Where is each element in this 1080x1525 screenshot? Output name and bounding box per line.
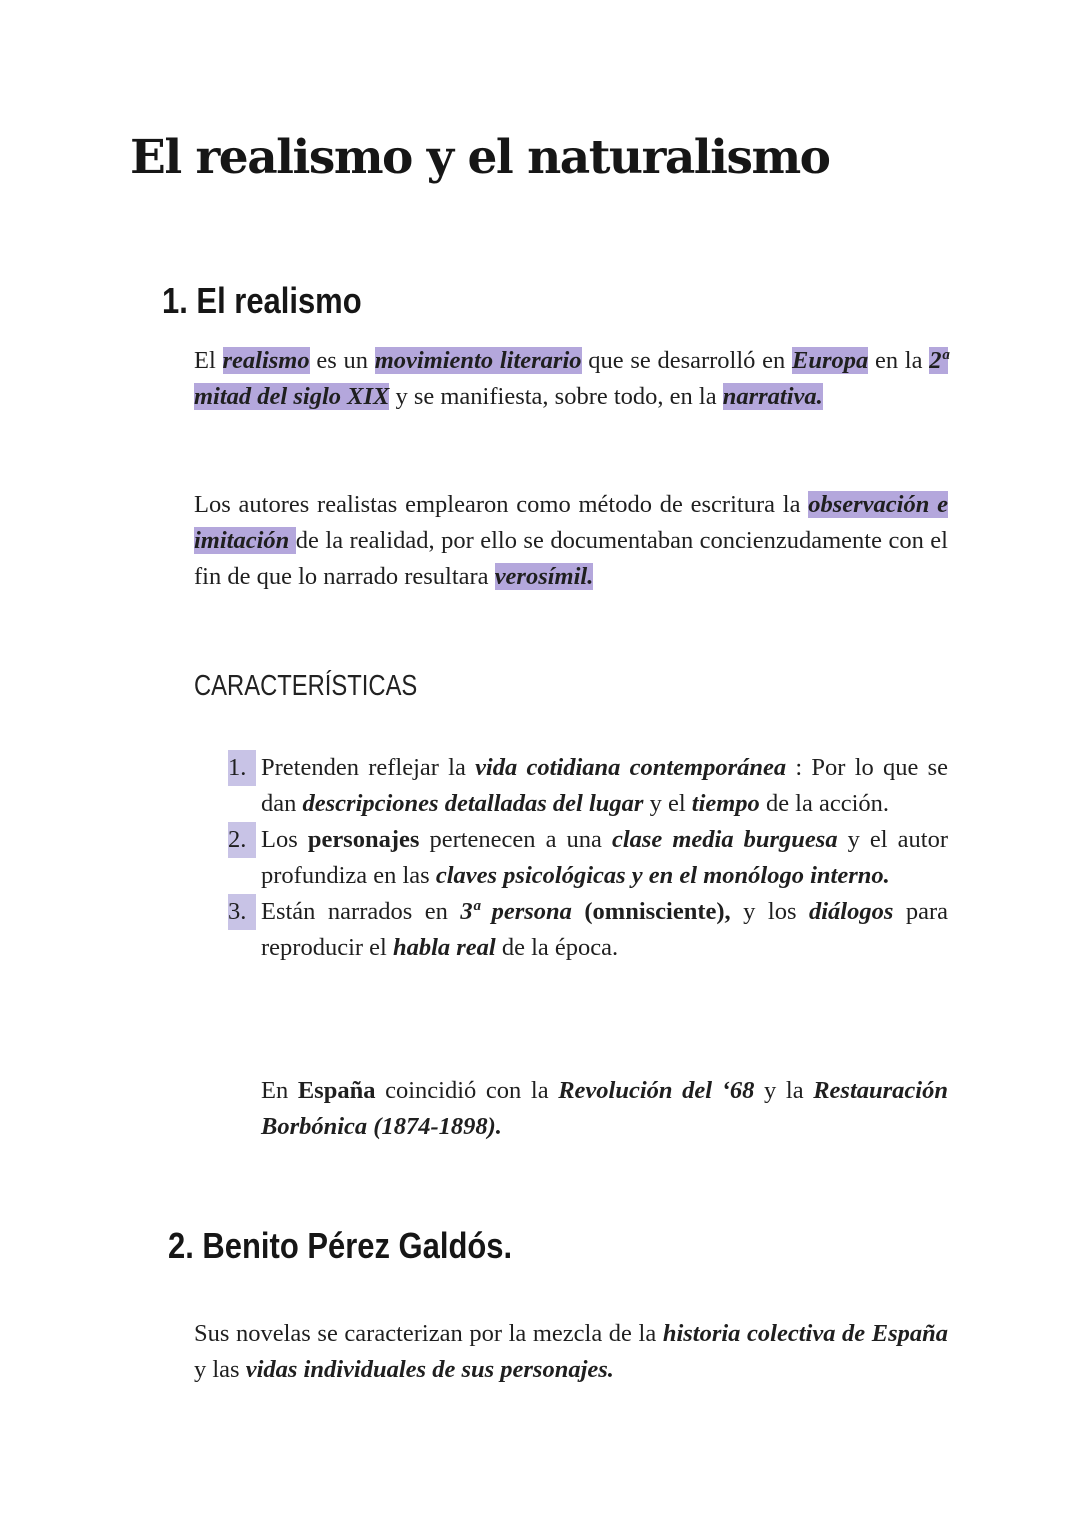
emphasis-claves-psicologicas: claves psicológicas y en el monólogo interno. [435,862,890,889]
text-run: Los [261,826,308,853]
text-run: pertenecen a una [419,826,612,853]
text-run: Sus novelas se caracterizan por la mezcla de la [194,1320,663,1347]
galdos-paragraph [194,1316,948,1388]
highlight-realismo: realismo [222,347,310,374]
text-run: Están narrados en [261,898,461,925]
text-run: y se manifiesta, sobre todo, en la [389,383,723,410]
text-run: y las [194,1356,246,1383]
highlight-observacion: observación e imitación [194,491,948,554]
text-run: de la época. [495,934,619,961]
list-item [228,822,948,894]
section-heading-realismo: 1. El realismo [162,280,362,321]
emphasis-tiempo: tiempo [691,790,760,817]
highlight-siglo-xix: 2ª mitad del siglo XIX [194,347,948,410]
list-item [228,894,948,966]
highlight-verosimil: verosímil. [494,563,594,590]
emphasis-vida-cotidiana: vida cotidiana contemporánea [475,754,787,781]
characteristics-heading: CARACTERÍSTICAS [194,670,418,702]
text-run: En [261,1077,298,1104]
text-run: Los autores realistas emplearon como método de escritura la [194,491,809,518]
text-run: en la [868,347,930,374]
realismo-definition-paragraph [194,343,948,415]
espana-context-paragraph [261,1073,948,1145]
text-run: para reproducir el [261,898,949,961]
method-paragraph [194,487,948,595]
text-run: coincidió con la [375,1077,559,1104]
emphasis-descripciones: descripciones detalladas del lugar [302,790,644,817]
list-number: 2. [228,822,256,858]
emphasis-restauracion: Restauración Borbónica (1874-1898). [261,1077,948,1140]
text-run: y el autor profundiza en las [261,826,948,889]
text-run: y el [643,790,692,817]
emphasis-habla-real: habla real [392,934,496,961]
text-run: es un [309,347,375,374]
text-run: y la [754,1077,814,1104]
highlight-movimiento-literario: movimiento literario [374,347,582,374]
text-run: de la realidad, por ello se documentaban concienzudamente con el fin de que lo narrado resultara [194,527,948,590]
emphasis-personajes: personajes [307,826,420,853]
characteristics-list [228,750,948,966]
text-run: que se desarrolló en [581,347,792,374]
text-run: : Por lo que se dan [261,754,949,817]
list-number: 3. [228,894,256,930]
emphasis-revolucion: Revolución del ‘68 [558,1077,755,1104]
list-item [228,750,948,822]
emphasis-espana: España [297,1077,376,1104]
emphasis-dialogos: diálogos [808,898,894,925]
highlight-europa: Europa [791,347,869,374]
section-heading-galdos: 2. Benito Pérez Galdós. [168,1225,513,1266]
emphasis-vidas-individuales: vidas individuales de sus personajes. [245,1356,614,1383]
text-run: de la acción. [759,790,890,817]
text-run: El [194,347,223,374]
highlight-narrativa: narrativa. [722,383,823,410]
emphasis-historia-colectiva: historia colectiva de España [662,1320,948,1347]
text-run: Pretenden reflejar la [261,754,476,781]
list-number: 1. [228,750,256,786]
emphasis-omnisciente: (omnisciente), [571,898,731,925]
emphasis-tercera-persona: 3ª persona [460,898,572,925]
text-run: y los [730,898,809,925]
emphasis-clase-media: clase media burguesa [611,826,838,853]
page-title: El realismo y el naturalismo [130,130,830,185]
